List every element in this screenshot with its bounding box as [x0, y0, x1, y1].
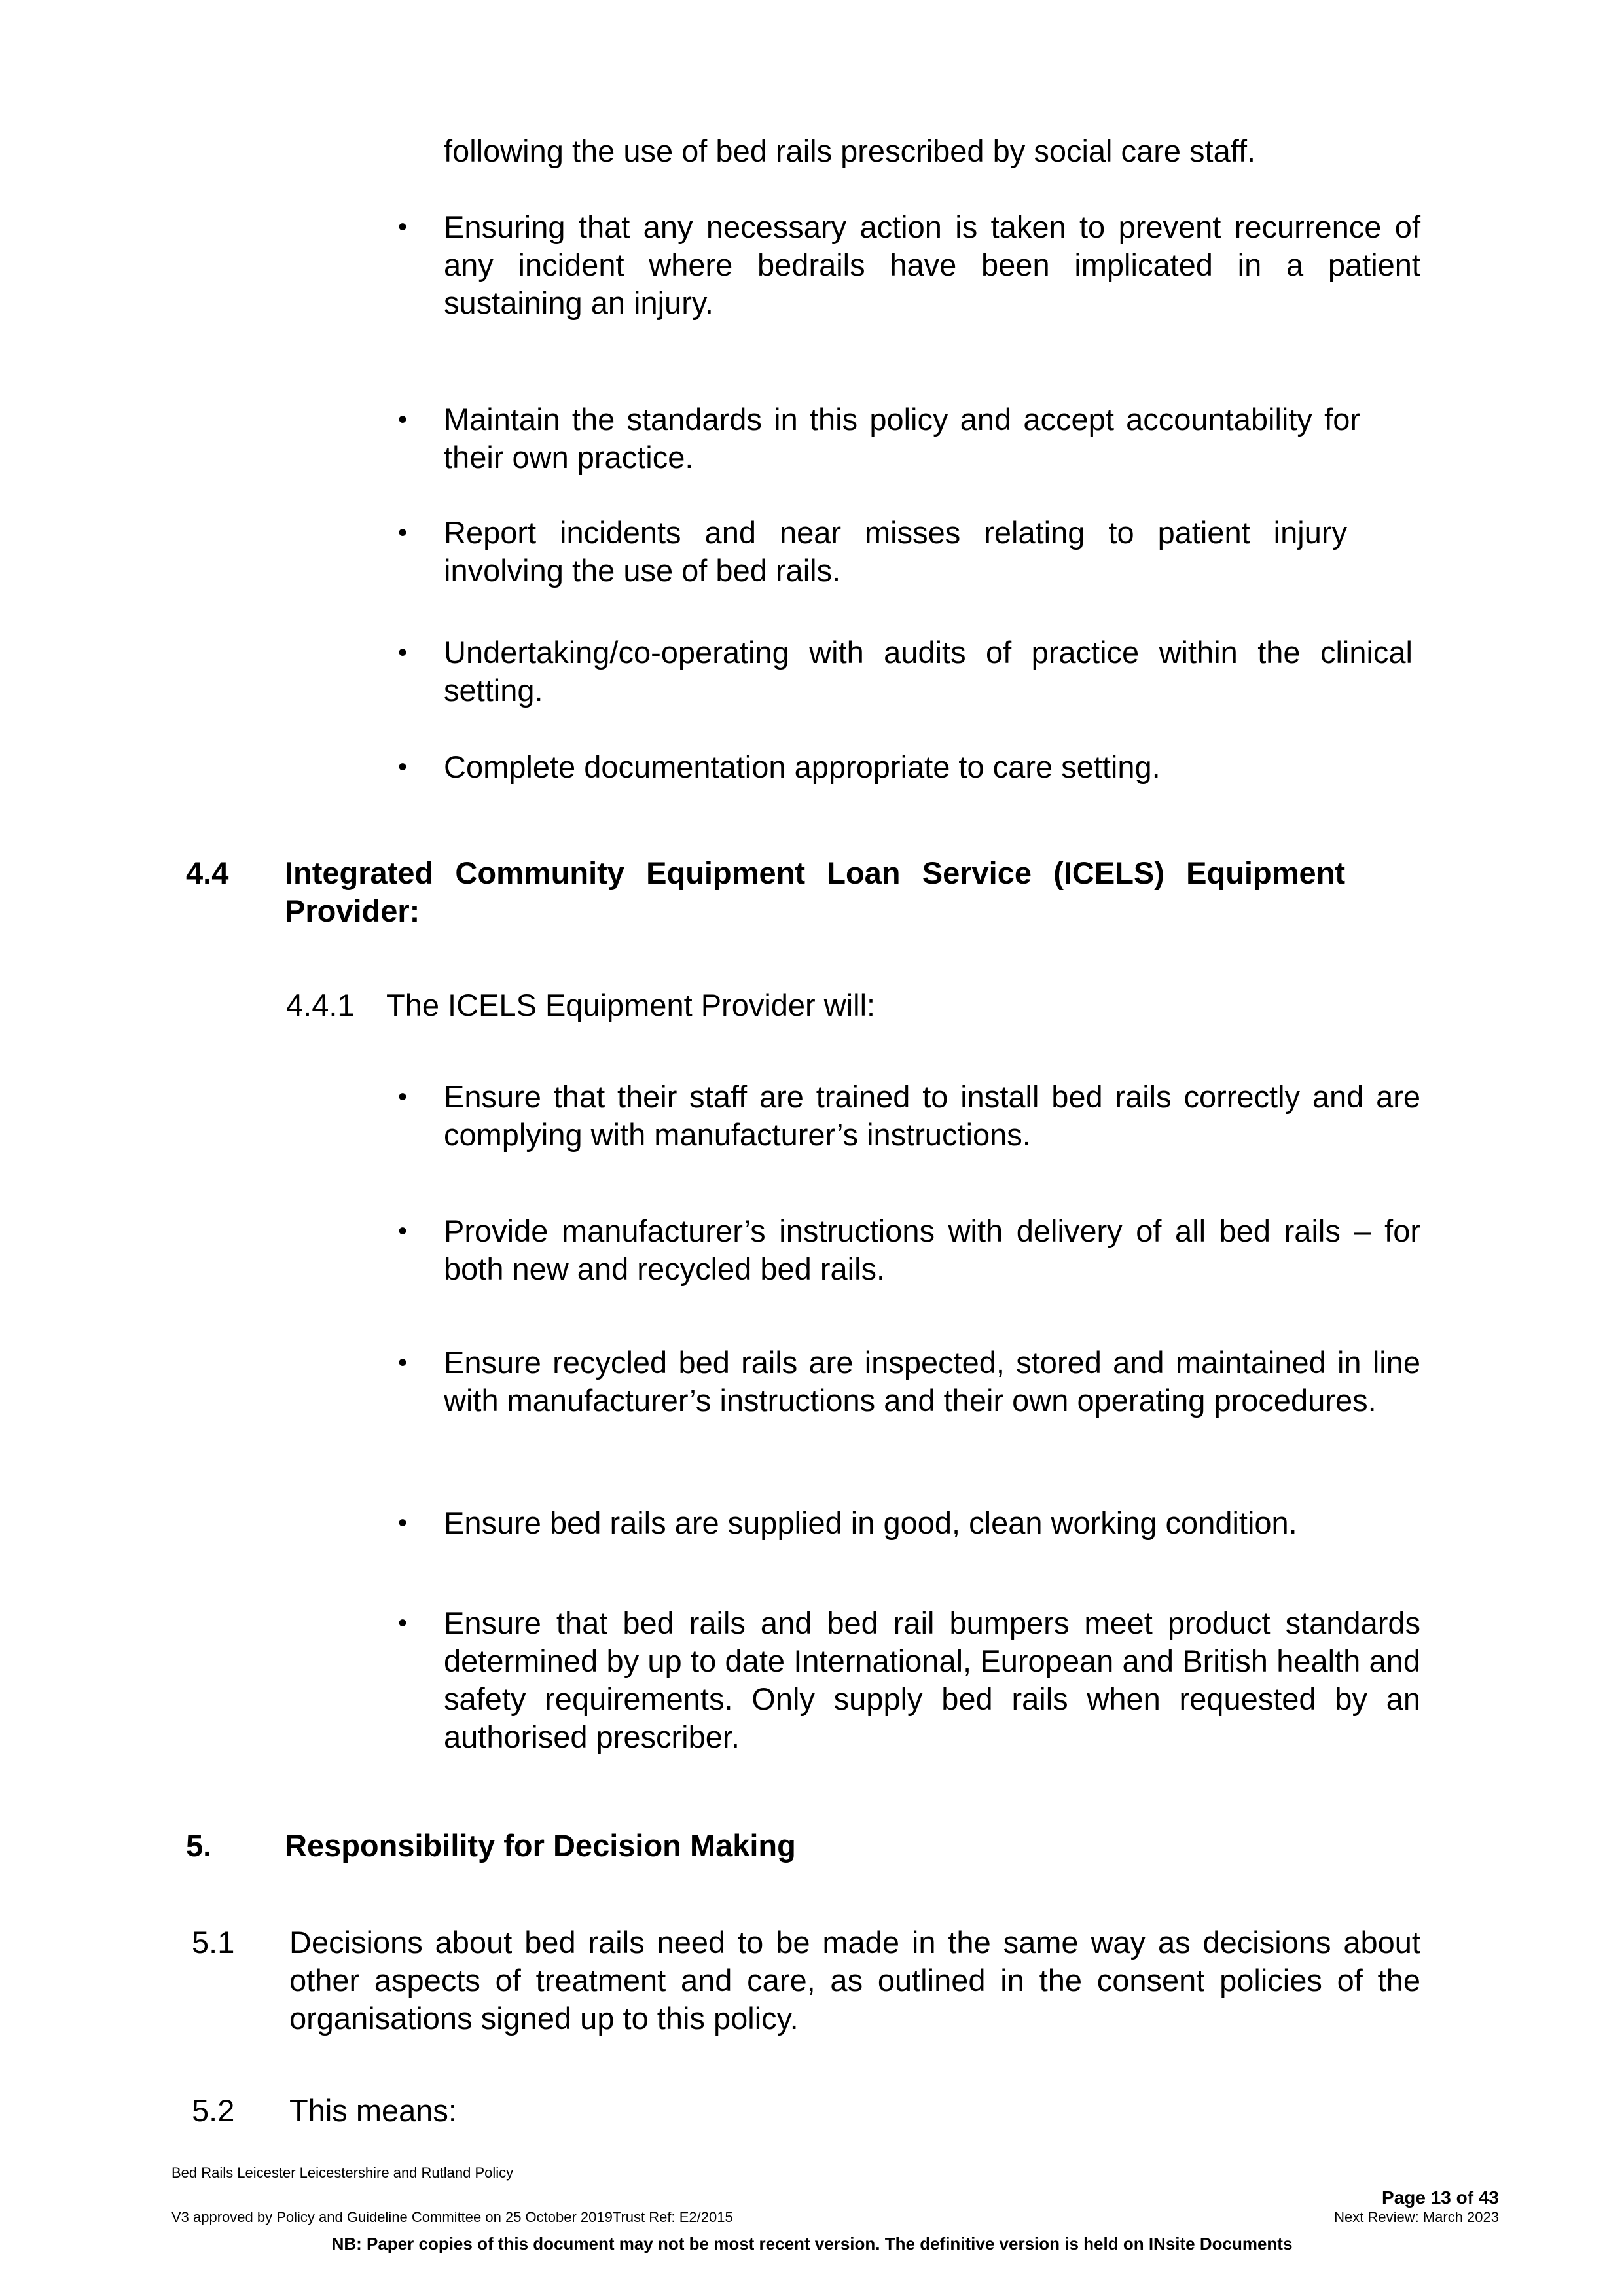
section-number: 5.: [186, 1828, 212, 1863]
footer-next-review: Next Review: March 2023: [1334, 2209, 1499, 2225]
continuation-text: following the use of bed rails prescribed by social care staff.: [444, 134, 1256, 168]
section-heading: Responsibility for Decision Making: [285, 1828, 796, 1863]
bullet-icon: •: [398, 1348, 408, 1377]
list-item: Maintain the standards in this policy and accept accountability for their own practice.: [444, 402, 1360, 475]
paragraph-text: This means:: [289, 2093, 457, 2128]
footer-notice: NB: Paper copies of this document may not be most recent version. The definitive version is held on INsite Documents: [331, 2234, 1293, 2253]
bullet-icon: •: [398, 638, 408, 667]
bullet-icon: •: [398, 1509, 408, 1537]
paragraph-text: Decisions about bed rails need to be made in the same way as decisions about other aspects of treatment and care, as outlined in the consent policies of the organisations signed up to this policy.: [289, 1925, 1420, 2036]
bullet-icon: •: [398, 518, 408, 547]
paragraph-number: 5.1: [192, 1925, 235, 1960]
section-heading: Integrated Community Equipment Loan Service (ICELS) Equipment Provider:: [285, 855, 1345, 928]
bullet-icon: •: [398, 213, 408, 242]
bullet-icon: •: [398, 1083, 408, 1111]
list-item: Ensure that their staff are trained to install bed rails correctly and are complying with manufacturer’s instructions.: [444, 1079, 1420, 1152]
footer-approval: V3 approved by Policy and Guideline Committee on 25 October 2019Trust Ref: E2/2015: [171, 2209, 733, 2225]
list-item: Undertaking/co-operating with audits of practice within the clinical setting.: [444, 635, 1413, 708]
bullet-icon: •: [398, 1217, 408, 1246]
bullet-icon: •: [398, 405, 408, 434]
section-number: 4.4: [186, 855, 229, 890]
footer-page-number: Page 13 of 43: [1382, 2187, 1499, 2208]
bullet-icon: •: [398, 753, 408, 781]
list-item: Complete documentation appropriate to care setting.: [444, 749, 1161, 784]
subsection-text: The ICELS Equipment Provider will:: [386, 988, 876, 1022]
list-item: Ensure recycled bed rails are inspected, stored and maintained in line with manufacturer’s instructions and their own operating procedures.: [444, 1345, 1420, 1418]
list-item: Provide manufacturer’s instructions with delivery of all bed rails – for both new and recycled bed rails.: [444, 1213, 1420, 1286]
list-item: Ensure that bed rails and bed rail bumpers meet product standards determined by up to date International, European and British health and safety requirements. Only supply bed rails when requested by an authorised prescriber.: [444, 1605, 1420, 1754]
subsection-number: 4.4.1: [286, 988, 355, 1022]
list-item: Report incidents and near misses relating to patient injury involving the use of bed rails.: [444, 515, 1347, 588]
list-item: Ensuring that any necessary action is taken to prevent recurrence of any incident where bedrails have been implicated in a patient sustaining an injury.: [444, 209, 1420, 320]
footer-policy-title: Bed Rails Leicester Leicestershire and Rutland Policy: [171, 2164, 514, 2181]
bullet-icon: •: [398, 1609, 408, 1638]
paragraph-number: 5.2: [192, 2093, 235, 2128]
list-item: Ensure bed rails are supplied in good, clean working condition.: [444, 1505, 1297, 1540]
